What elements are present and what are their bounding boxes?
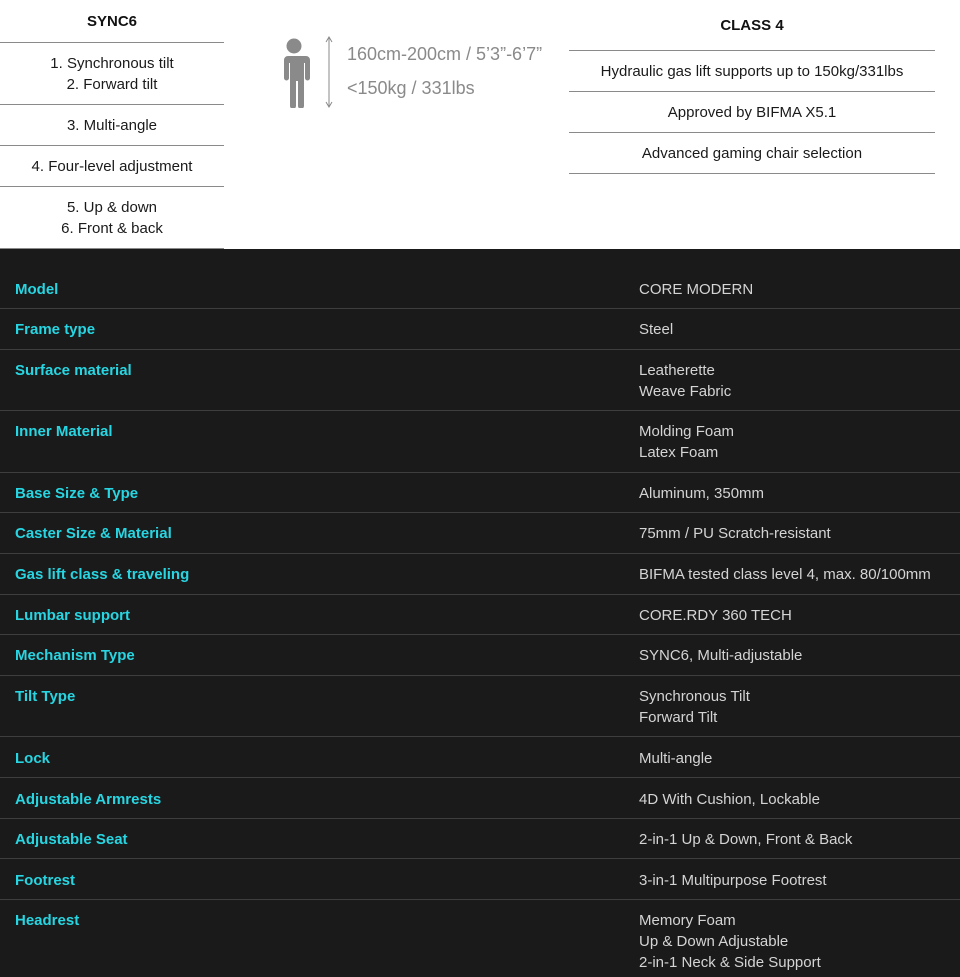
spec-row (0, 859, 960, 900)
class-row: Approved by BIFMA X5.1 (569, 92, 935, 133)
spec-value (639, 421, 960, 472)
mechanism-line: 6. Front & back (61, 219, 163, 237)
spec-table (0, 249, 960, 976)
spec-label: Lock (15, 750, 51, 767)
spec-value (639, 686, 960, 736)
spec-value (639, 645, 960, 675)
spec-value-line: BIFMA tested class level 4, max. 80/100mm (639, 566, 931, 583)
spec-value-line: Steel (639, 321, 674, 338)
class-panel (569, 0, 935, 174)
spec-label: Frame type (15, 321, 96, 338)
spec-row (0, 676, 960, 737)
spec-label: Lumbar support (15, 607, 130, 624)
spec-value-line: Multi-angle (639, 750, 713, 767)
spec-value (639, 360, 960, 410)
spec-row (0, 473, 960, 513)
mechanism-line: 1. Synchronous tilt (50, 54, 174, 72)
mechanism-row (0, 146, 224, 187)
spec-row (0, 635, 960, 676)
spec-label: Footrest (15, 872, 75, 889)
spec-label: Base Size & Type (15, 485, 139, 502)
spec-row (0, 900, 960, 977)
spec-value (639, 483, 960, 512)
spec-value-line: Memory Foam (639, 912, 736, 929)
spec-value-line: Molding Foam (639, 423, 735, 440)
spec-row (0, 411, 960, 473)
mechanism-line: 5. Up & down (66, 198, 158, 216)
mechanism-row (0, 43, 224, 105)
spec-value (639, 279, 960, 308)
spec-row (0, 595, 960, 635)
mechanism-panel (0, 0, 224, 249)
spec-value-line: 2-in-1 Neck & Side Support (639, 954, 821, 971)
person-icon (276, 38, 312, 108)
spec-value (639, 564, 960, 594)
spec-value-line: CORE.RDY 360 TECH (639, 607, 792, 624)
spec-row (0, 249, 960, 309)
spec-label: Surface material (15, 362, 132, 379)
spec-value-line: Forward Tilt (639, 709, 718, 726)
spec-value-line: Leatherette (639, 362, 715, 379)
spec-value-line: CORE MODERN (639, 281, 754, 298)
class-row: Advanced gaming chair selection (569, 133, 935, 174)
spec-value-line: Aluminum, 350mm (639, 485, 765, 502)
class-title: CLASS 4 (569, 0, 935, 51)
spec-row (0, 309, 960, 350)
spec-value-line: 75mm / PU Scratch-resistant (639, 525, 831, 542)
height-arrow-icon (325, 36, 333, 108)
spec-value (639, 748, 960, 777)
spec-row (0, 554, 960, 595)
user-capacity-panel (270, 30, 570, 120)
mechanism-line: 3. Multi-angle (66, 116, 158, 134)
spec-value-line: Weave Fabric (639, 383, 732, 400)
spec-row (0, 737, 960, 778)
spec-row (0, 778, 960, 819)
spec-label: Headrest (15, 912, 80, 929)
spec-row (0, 513, 960, 554)
mechanism-row (0, 105, 224, 146)
spec-value-line: 2-in-1 Up & Down, Front & Back (639, 831, 853, 848)
spec-label: Inner Material (15, 423, 113, 440)
spec-value (639, 870, 960, 899)
spec-value-line: 3-in-1 Multipurpose Footrest (639, 872, 827, 889)
spec-label: Adjustable Seat (15, 831, 128, 848)
mechanism-line: 4. Four-level adjustment (31, 157, 193, 175)
class-row: Hydraulic gas lift supports up to 150kg/331lbs (569, 51, 935, 92)
spec-value-line: Latex Foam (639, 444, 719, 461)
spec-value (639, 789, 960, 818)
weight-limit: <150kg / 331lbs (347, 78, 475, 98)
spec-label: Adjustable Armrests (15, 791, 162, 808)
spec-value (639, 523, 960, 553)
spec-value (639, 910, 960, 977)
spec-value-line: 4D With Cushion, Lockable (639, 791, 820, 808)
mechanism-row (0, 187, 224, 249)
spec-value (639, 319, 960, 349)
spec-value-line: Synchronous Tilt (639, 688, 750, 705)
height-range: 160cm-200cm / 5’3”-6’7” (347, 44, 543, 64)
spec-label: Tilt Type (15, 688, 76, 705)
spec-label: Mechanism Type (15, 647, 135, 664)
spec-value (639, 605, 960, 634)
spec-row (0, 350, 960, 411)
spec-label: Caster Size & Material (15, 525, 172, 542)
spec-value-line: Up & Down Adjustable (639, 933, 789, 950)
spec-value-line: SYNC6, Multi-adjustable (639, 647, 803, 664)
mechanism-line: 2. Forward tilt (66, 75, 158, 93)
spec-label: Model (15, 281, 59, 298)
feature-header (0, 0, 960, 249)
mechanism-title: SYNC6 (0, 0, 224, 43)
spec-label: Gas lift class & traveling (15, 566, 190, 583)
spec-row (0, 819, 960, 859)
spec-value (639, 829, 960, 858)
